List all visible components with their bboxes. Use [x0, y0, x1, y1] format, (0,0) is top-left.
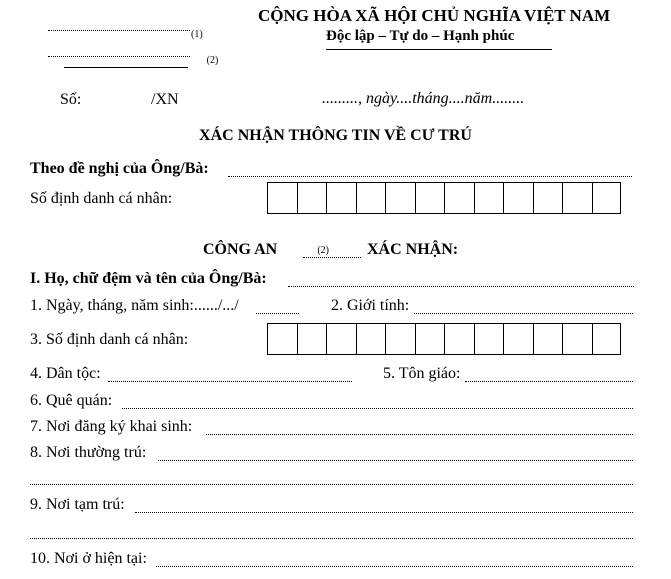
section-i-line[interactable]: [288, 286, 634, 287]
temporary-residence-line-2[interactable]: [30, 538, 633, 539]
id-digit-box[interactable]: [562, 182, 592, 214]
dob-label: 1. Ngày, tháng, năm sinh:....../.../: [30, 297, 239, 314]
confirm-agency-line[interactable]: [303, 257, 361, 258]
confirm-ref: (2): [317, 245, 330, 256]
agency-ref-2: (2): [206, 55, 219, 66]
id-digit-box[interactable]: [533, 323, 563, 355]
so-label: Số:: [60, 91, 82, 108]
id-digit-box[interactable]: [267, 323, 297, 355]
id-digit-box[interactable]: [533, 182, 563, 214]
current-residence-line[interactable]: [156, 566, 633, 567]
ethnicity-label: 4. Dân tộc:: [30, 365, 101, 382]
current-residence-label: 10. Nơi ở hiện tại:: [30, 550, 147, 567]
id-digit-box[interactable]: [444, 182, 474, 214]
id-digit-box[interactable]: [562, 323, 592, 355]
id-digit-box[interactable]: [592, 323, 622, 355]
id-digit-box[interactable]: [385, 182, 415, 214]
nation-title: CỘNG HÒA XÃ HỘI CHỦ NGHĨA VIỆT NAM: [258, 6, 611, 25]
id-digit-box[interactable]: [326, 323, 356, 355]
temporary-residence-line[interactable]: [135, 512, 633, 513]
hometown-line[interactable]: [122, 408, 633, 409]
agency-ref-1: (1): [191, 29, 203, 40]
religion-line[interactable]: [465, 381, 633, 382]
religion-label: 5. Tôn giáo:: [383, 365, 461, 382]
id-digit-box[interactable]: [503, 323, 533, 355]
id-digit-box[interactable]: [297, 182, 327, 214]
personal-id-label: 3. Số định danh cá nhân:: [30, 331, 189, 348]
id-digit-box[interactable]: [356, 323, 386, 355]
section-i-label: I. Họ, chữ đệm và tên của Ông/Bà:: [30, 270, 267, 287]
birth-registration-line[interactable]: [206, 434, 633, 435]
motto-underline: [326, 49, 552, 50]
id-digit-box[interactable]: [415, 182, 445, 214]
agency-underline: [64, 67, 188, 68]
birth-registration-label: 7. Nơi đăng ký khai sinh:: [30, 418, 193, 435]
id-digit-box[interactable]: [385, 323, 415, 355]
permanent-residence-line[interactable]: [158, 460, 633, 461]
personal-id-boxes[interactable]: [267, 323, 621, 355]
id-digit-box[interactable]: [297, 323, 327, 355]
gender-label: 2. Giới tính:: [331, 297, 410, 314]
agency-line-1: [48, 30, 190, 31]
permanent-residence-line-2[interactable]: [30, 484, 633, 485]
request-id-label: Số định danh cá nhân:: [30, 190, 173, 207]
request-id-boxes[interactable]: [267, 182, 621, 214]
id-digit-box[interactable]: [474, 323, 504, 355]
id-digit-box[interactable]: [267, 182, 297, 214]
id-digit-box[interactable]: [326, 182, 356, 214]
so-suffix: /XN: [151, 91, 179, 108]
id-digit-box[interactable]: [356, 182, 386, 214]
confirm-suffix: XÁC NHẬN:: [367, 241, 459, 258]
ethnicity-line[interactable]: [108, 381, 352, 382]
request-by-line[interactable]: [228, 176, 632, 177]
confirm-prefix: CÔNG AN: [203, 241, 278, 258]
document-title: XÁC NHẬN THÔNG TIN VỀ CƯ TRÚ: [199, 127, 472, 144]
hometown-label: 6. Quê quán:: [30, 392, 113, 409]
date-line: ........., ngày....tháng....năm........: [322, 90, 525, 107]
id-digit-box[interactable]: [592, 182, 622, 214]
agency-line-2: [48, 56, 190, 57]
gender-line[interactable]: [414, 313, 633, 314]
temporary-residence-label: 9. Nơi tạm trú:: [30, 496, 125, 513]
id-digit-box[interactable]: [415, 323, 445, 355]
dob-line[interactable]: [256, 313, 299, 314]
permanent-residence-label: 8. Nơi thường trú:: [30, 444, 147, 461]
request-by-label: Theo đề nghị của Ông/Bà:: [30, 160, 209, 177]
id-digit-box[interactable]: [503, 182, 533, 214]
motto: Độc lập – Tự do – Hạnh phúc: [326, 28, 515, 44]
id-digit-box[interactable]: [444, 323, 474, 355]
id-digit-box[interactable]: [474, 182, 504, 214]
